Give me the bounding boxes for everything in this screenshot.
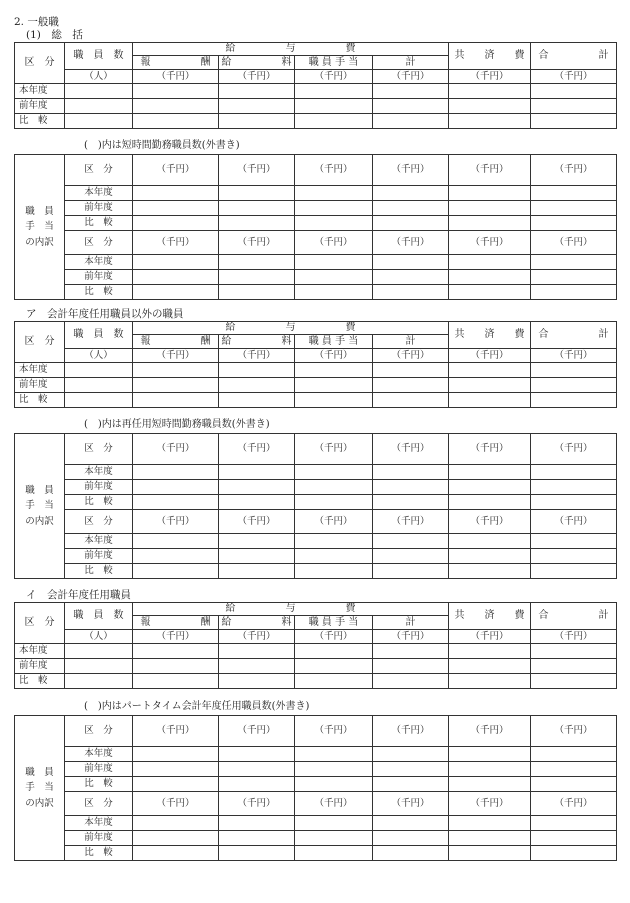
unit-thousand-yen: （千円） bbox=[219, 349, 295, 363]
note-part-time: ( )内はパートタイム会計年度任用職員数(外書き) bbox=[84, 701, 310, 712]
row-label-previous: 前年度 bbox=[65, 831, 133, 846]
row-label-current: 本年度 bbox=[65, 747, 133, 762]
row-label-compare: 比 較 bbox=[15, 674, 65, 689]
unit-thousand-yen: （千円） bbox=[219, 510, 295, 534]
unit-thousand-yen: （千円） bbox=[219, 792, 295, 816]
unit-thousand-yen: （千円） bbox=[449, 155, 531, 186]
row-label-previous: 前年度 bbox=[65, 480, 133, 495]
allowance-side-label: 職 員 手 当 の内訳 bbox=[15, 434, 65, 579]
staff-count-header: 職 員 数 bbox=[65, 603, 133, 630]
unit-thousand-yen: （千円） bbox=[531, 349, 617, 363]
subsection-title: (1) 総 括 bbox=[26, 29, 83, 41]
unit-thousand-yen: （千円） bbox=[133, 434, 219, 465]
note-general: ( )内は短時間勤務職員数(外書き) bbox=[84, 140, 240, 151]
row-label-current: 本年度 bbox=[15, 84, 65, 99]
kubun-header: 区 分 bbox=[15, 43, 65, 84]
summary-table-fiscal-year bbox=[14, 602, 617, 689]
unit-thousand-yen: （千円） bbox=[531, 716, 617, 747]
unit-thousand-yen: （千円） bbox=[219, 434, 295, 465]
unit-thousand-yen: （千円） bbox=[133, 630, 219, 644]
row-label-previous: 前年度 bbox=[15, 659, 65, 674]
unit-thousand-yen: （千円） bbox=[531, 792, 617, 816]
unit-thousand-yen: （千円） bbox=[133, 716, 219, 747]
row-label-current: 本年度 bbox=[15, 363, 65, 378]
salary-cost-header: 給 与 費 bbox=[133, 603, 449, 616]
total-header: 合 計 bbox=[531, 603, 617, 630]
row-label-compare: 比 較 bbox=[65, 777, 133, 792]
unit-thousand-yen: （千円） bbox=[133, 155, 219, 186]
unit-thousand-yen: （千円） bbox=[373, 155, 449, 186]
unit-thousand-yen: （千円） bbox=[531, 434, 617, 465]
wage-header: 給 料 bbox=[219, 56, 295, 70]
wage-header: 給 料 bbox=[219, 335, 295, 349]
row-label-previous: 前年度 bbox=[15, 99, 65, 114]
unit-thousand-yen: （千円） bbox=[373, 231, 449, 255]
row-label-current: 本年度 bbox=[65, 255, 133, 270]
row-label-compare: 比 較 bbox=[65, 495, 133, 510]
unit-thousand-yen: （千円） bbox=[373, 716, 449, 747]
total-header: 合 計 bbox=[531, 322, 617, 349]
unit-thousand-yen: （千円） bbox=[449, 792, 531, 816]
remuneration-header: 報 酬 bbox=[133, 335, 219, 349]
mutual-aid-header: 共 済 費 bbox=[449, 322, 531, 349]
unit-thousand-yen: （千円） bbox=[449, 510, 531, 534]
mutual-aid-header: 共 済 費 bbox=[449, 603, 531, 630]
row-label-current: 本年度 bbox=[65, 534, 133, 549]
subtotal-header: 計 bbox=[373, 56, 449, 70]
unit-thousand-yen: （千円） bbox=[295, 155, 373, 186]
unit-thousand-yen: （千円） bbox=[449, 70, 531, 84]
unit-thousand-yen: （千円） bbox=[531, 231, 617, 255]
unit-thousand-yen: （千円） bbox=[373, 510, 449, 534]
salary-cost-header: 給 与 費 bbox=[133, 322, 449, 335]
salary-cost-header: 給 与 費 bbox=[133, 43, 449, 56]
kubun-header: 区 分 bbox=[15, 603, 65, 644]
unit-people: （人） bbox=[65, 349, 133, 363]
staff-count-header: 職 員 数 bbox=[65, 43, 133, 70]
wage-header: 給 料 bbox=[219, 616, 295, 630]
unit-thousand-yen: （千円） bbox=[219, 630, 295, 644]
unit-thousand-yen: （千円） bbox=[373, 349, 449, 363]
allowance-side-label: 職 員 手 当 の内訳 bbox=[15, 155, 65, 300]
unit-thousand-yen: （千円） bbox=[133, 510, 219, 534]
allowance-header: 職 員 手 当 bbox=[295, 56, 373, 70]
unit-thousand-yen: （千円） bbox=[531, 70, 617, 84]
row-label-previous: 前年度 bbox=[65, 201, 133, 216]
unit-thousand-yen: （千円） bbox=[295, 630, 373, 644]
summary-table-non-fiscal-year bbox=[14, 321, 617, 408]
unit-thousand-yen: （千円） bbox=[219, 231, 295, 255]
allowance-breakdown-non-fiscal-year bbox=[14, 433, 617, 579]
summary-table-general bbox=[14, 42, 617, 129]
staff-count-header: 職 員 数 bbox=[65, 322, 133, 349]
row-label-previous: 前年度 bbox=[65, 270, 133, 285]
unit-people: （人） bbox=[65, 70, 133, 84]
unit-thousand-yen: （千円） bbox=[295, 70, 373, 84]
allowance-breakdown-general bbox=[14, 154, 617, 300]
unit-thousand-yen: （千円） bbox=[219, 155, 295, 186]
unit-thousand-yen: （千円） bbox=[531, 510, 617, 534]
unit-thousand-yen: （千円） bbox=[449, 231, 531, 255]
row-label-compare: 比 較 bbox=[65, 216, 133, 231]
unit-thousand-yen: （千円） bbox=[133, 792, 219, 816]
note-reappointed: ( )内は再任用短時間勤務職員数(外書き) bbox=[84, 419, 270, 430]
row-label-current: 本年度 bbox=[65, 816, 133, 831]
unit-thousand-yen: （千円） bbox=[449, 630, 531, 644]
unit-thousand-yen: （千円） bbox=[373, 434, 449, 465]
heading-non-fiscal-year-staff: ア 会計年度任用職員以外の職員 bbox=[26, 308, 184, 320]
row-label-current: 本年度 bbox=[65, 465, 133, 480]
allowance-header: 職 員 手 当 bbox=[295, 616, 373, 630]
remuneration-header: 報 酬 bbox=[133, 56, 219, 70]
unit-thousand-yen: （千円） bbox=[133, 70, 219, 84]
row-label-previous: 前年度 bbox=[15, 378, 65, 393]
heading-fiscal-year-staff: イ 会計年度任用職員 bbox=[26, 589, 131, 601]
section-title: 2. 一般職 bbox=[14, 16, 59, 28]
unit-thousand-yen: （千円） bbox=[373, 70, 449, 84]
breakdown-kubun: 区 分 bbox=[65, 716, 133, 747]
breakdown-kubun: 区 分 bbox=[65, 510, 133, 534]
breakdown-kubun: 区 分 bbox=[65, 231, 133, 255]
unit-people: （人） bbox=[65, 630, 133, 644]
total-header: 合 計 bbox=[531, 43, 617, 70]
unit-thousand-yen: （千円） bbox=[531, 155, 617, 186]
unit-thousand-yen: （千円） bbox=[219, 716, 295, 747]
row-label-compare: 比 較 bbox=[65, 846, 133, 861]
unit-thousand-yen: （千円） bbox=[295, 231, 373, 255]
unit-thousand-yen: （千円） bbox=[295, 349, 373, 363]
unit-thousand-yen: （千円） bbox=[133, 231, 219, 255]
unit-thousand-yen: （千円） bbox=[449, 349, 531, 363]
subtotal-header: 計 bbox=[373, 335, 449, 349]
kubun-header: 区 分 bbox=[15, 322, 65, 363]
unit-thousand-yen: （千円） bbox=[219, 70, 295, 84]
allowance-breakdown-fiscal-year bbox=[14, 715, 617, 861]
unit-thousand-yen: （千円） bbox=[295, 434, 373, 465]
row-label-compare: 比 較 bbox=[65, 285, 133, 300]
unit-thousand-yen: （千円） bbox=[295, 716, 373, 747]
unit-thousand-yen: （千円） bbox=[449, 716, 531, 747]
allowance-side-label: 職 員 手 当 の内訳 bbox=[15, 716, 65, 861]
mutual-aid-header: 共 済 費 bbox=[449, 43, 531, 70]
remuneration-header: 報 酬 bbox=[133, 616, 219, 630]
row-label-compare: 比 較 bbox=[65, 564, 133, 579]
breakdown-kubun: 区 分 bbox=[65, 792, 133, 816]
unit-thousand-yen: （千円） bbox=[373, 630, 449, 644]
unit-thousand-yen: （千円） bbox=[531, 630, 617, 644]
breakdown-kubun: 区 分 bbox=[65, 155, 133, 186]
unit-thousand-yen: （千円） bbox=[295, 792, 373, 816]
row-label-compare: 比 較 bbox=[15, 393, 65, 408]
row-label-current: 本年度 bbox=[15, 644, 65, 659]
breakdown-kubun: 区 分 bbox=[65, 434, 133, 465]
row-label-compare: 比 較 bbox=[15, 114, 65, 129]
row-label-current: 本年度 bbox=[65, 186, 133, 201]
unit-thousand-yen: （千円） bbox=[449, 434, 531, 465]
unit-thousand-yen: （千円） bbox=[133, 349, 219, 363]
allowance-header: 職 員 手 当 bbox=[295, 335, 373, 349]
row-label-previous: 前年度 bbox=[65, 549, 133, 564]
unit-thousand-yen: （千円） bbox=[373, 792, 449, 816]
row-label-previous: 前年度 bbox=[65, 762, 133, 777]
unit-thousand-yen: （千円） bbox=[295, 510, 373, 534]
subtotal-header: 計 bbox=[373, 616, 449, 630]
